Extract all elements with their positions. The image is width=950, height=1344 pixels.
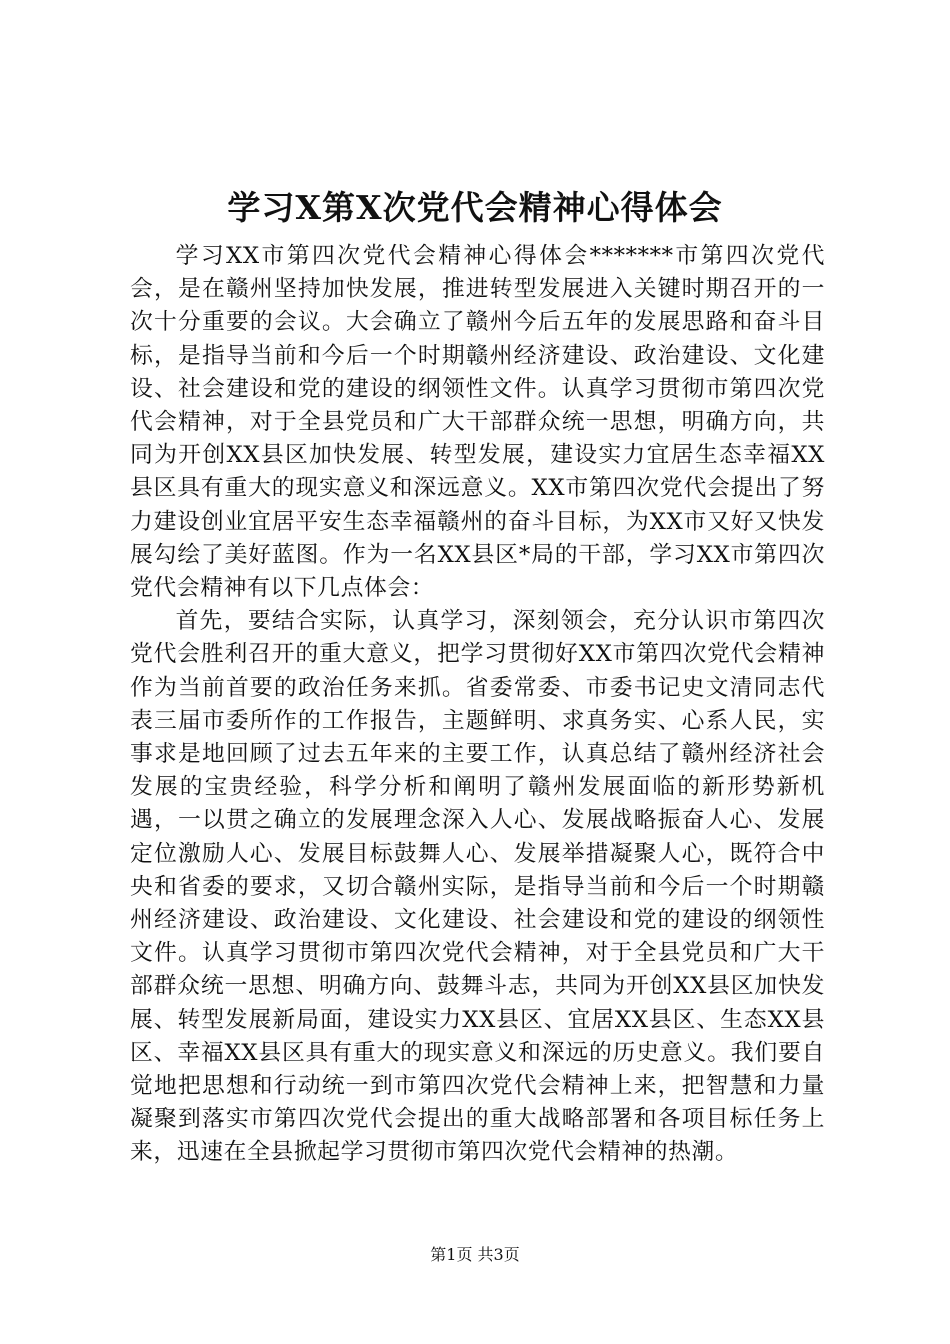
page-footer: 第1页 共3页 — [430, 1245, 520, 1264]
document-body — [130, 240, 825, 1170]
paragraph-first-point: 首先，要结合实际，认真学习，深刻领会，充分认识市第四次党代会胜利召开的重大意义，把学习贯彻好XX市第四次党代会精神作为当前首要的政治任务来抓。省委常委、市委书记史文清同志代表三届市委所作的工作报告，主题鲜明、求真务实、心系人民，实事求是地回顾了过去五年来的主要工作，认真总结了赣州经济社会发展的宝贵经验，科学分析和阐明了赣州发展面临的新形势新机遇，一以贯之确立的发展理念深入人心、发展战略振奋人心、发展定位激励人心、发展目标鼓舞人心、发展举措凝聚人心，既符合中央和省委的要求，又切合赣州实际，是指导当前和今后一个时期赣州经济建设、政治建设、文化建设、社会建设和党的建设的纲领性文件。认真学习贯彻市第四次党代会精神，对于全县党员和广大干部群众统一思想、明确方向、鼓舞斗志，共同为开创XX县区加快发展、转型发展新局面，建设实力XX县区、宜居XX县区、生态XX县区、幸福XX县区具有重大的现实意义和深远的历史意义。我们要自觉地把思想和行动统一到市第四次党代会精神上来，把智慧和力量凝聚到落实市第四次党代会提出的重大战略部署和各项目标任务上来，迅速在全县掀起学习贯彻市第四次党代会精神的热潮。 — [130, 608, 825, 1166]
document-title: 学习X第X次党代会精神心得体会 — [227, 188, 723, 227]
paragraph-intro: 学习XX市第四次党代会精神心得体会*******市第四次党代会，是在赣州坚持加快发展，推进转型发展进入关键时期召开的一次十分重要的会议。大会确立了赣州今后五年的发展思路和奋斗目标，是指导当前和今后一个时期赣州经济建设、政治建设、文化建设、社会建设和党的建设的纲领性文件。认真学习贯彻市第四次党代会精神，对于全县党员和广大干部群众统一思想，明确方向，共同为开创XX县区加快发展、转型发展，建设实力宜居生态幸福XX县区具有重大的现实意义和深远意义。XX市第四次党代会提出了努力建设创业宜居平安生态幸福赣州的奋斗目标，为XX市又好又快发展勾绘了美好蓝图。作为一名XX县区*局的干部，学习XX市第四次党代会精神有以下几点体会： — [130, 243, 825, 602]
